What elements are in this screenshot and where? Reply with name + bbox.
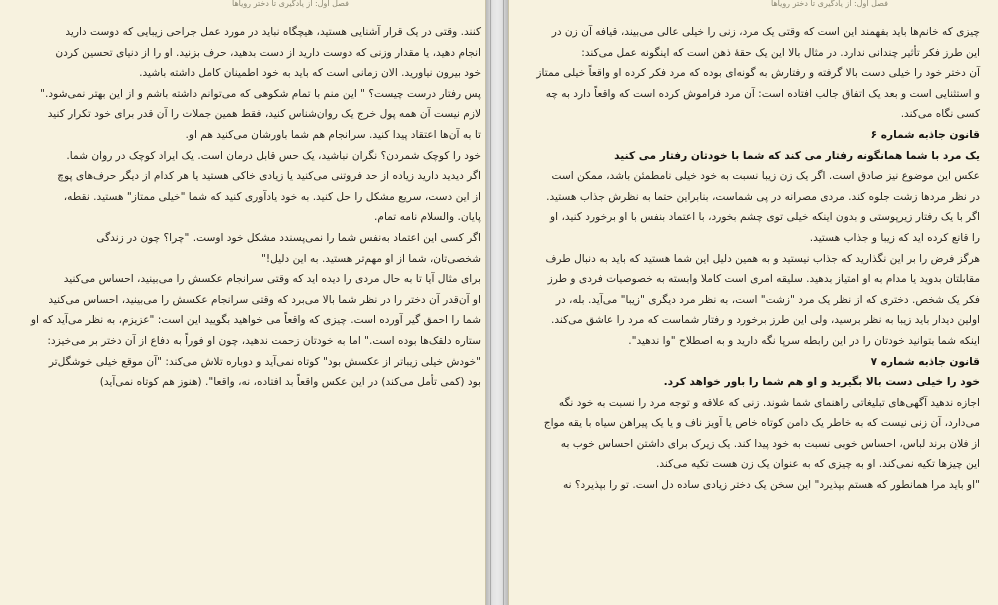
text-line: فکر یک شخص. دختری که از نظر یک مرد "زشت" است، به نظر مرد دیگری "زیبا" می‌آید. بله، در: [555, 293, 980, 306]
text-line: تا به آن‌ها اعتقاد پیدا کنید. سرانجام هم شما باورشان می‌کنید هم او.: [185, 128, 481, 141]
right-page-text: [522, 22, 980, 496]
book-gutter: [486, 0, 508, 605]
text-line: را قانع کرده اید که زیبا و جذاب هستید.: [809, 231, 980, 244]
text-line: شخصی‌تان، شما از او مهم‌تر هستید. به این دلیل!": [260, 252, 481, 265]
text-line: می‌دارد، آن زنی نیست که به خاطر یک دامن کوتاه خاص یا آویز ناف و یا یک پیراهن سیاه با یقه مواج: [543, 417, 980, 430]
text-line: عکس این موضوع نیز صادق است. اگر یک زن زیبا نسبت به خود خیلی نامطمئن باشد، ممکن است: [551, 170, 980, 183]
right-page: [508, 0, 998, 605]
text-line: برای مثال آیا تا به حال مردی را دیده اید که وقتی سرانجام عکسش را می‌بینید، احساس می‌کنید: [63, 273, 481, 286]
text-line: پایان. والسلام نامه تمام.: [374, 211, 481, 224]
text-line: مقابلتان بدوید یا مدام به او امتیاز بدهید. سلیقه امری است کاملا وابسته به خصوصیات فردی و طرز: [547, 273, 980, 286]
text-line: خود را کوچک شمردن؟ نگران نباشید، یک حس قابل درمان است. یک ایراد کوچک در روان شما.: [66, 149, 481, 162]
section-heading: خود را خیلی دست بالا بگیرید و او هم شما را باور خواهد کرد.: [663, 376, 980, 389]
text-line: کسی نگاه می‌کند.: [900, 108, 980, 121]
text-line: ستاره دلقک‌ها بوده است." اما به خودتان زحمت ندهید، چون او فوراً به دفاع از آن دختر بر می‌خیزد:: [47, 334, 481, 347]
left-page-text: [7, 22, 481, 393]
text-line: بود (کمی تأمل می‌کند) در این عکس واقعاً بد افتاده، نه، واقعا". (هنوز هم کوتاه نمی‌آید): [99, 376, 481, 389]
text-line: در نظر مردها زشت جلوه کند. مردی مصرانه در پی شماست، بنابراین حتما به نظرش جذاب هستید.: [546, 190, 980, 203]
left-page: [0, 0, 486, 605]
text-line: اگر با یک رفتار زیرپوستی و بدون اینکه خیلی توی چشم بخورد، با اعتماد بنفس با او برخورد کنید، او: [550, 211, 980, 224]
section-heading: قانون جاذبه شماره ۷: [870, 355, 980, 368]
text-line: کنند. وقتی در یک قرار آشنایی هستید، هیچگاه نباید در مورد عمل جراحی زیبایی که دوست دارید: [65, 26, 481, 38]
text-line: هرگز فرض را بر این نگذارید که جذاب نیستید و به همین دلیل این شما هستید که باید به دنبال طرف: [545, 252, 980, 265]
text-line: خود بیرون نیاورید. الان زمانی است که باید به خود اطمینان کامل داشته باشید.: [139, 67, 481, 80]
text-line: اگر کسی این اعتماد به‌نفس شما را نمی‌پسندد مشکل خود اوست. "چرا؟ چون در زندگی: [96, 231, 481, 244]
running-head-right: فصل اول: از یادگیری تا دختر رویاها: [771, 0, 888, 8]
text-line: "او باید مرا همانطور که هستم بپذیرد" این سخن یک دختر زیادی ساده دل است. تو را بپذیرد؟ نه: [562, 479, 980, 492]
text-line: "خودش خیلی زیباتر از عکسش بود" کوتاه نمی‌آید و دوباره تلاش می‌کند: "آن موقع خیلی خوشگل‌تر: [48, 355, 481, 368]
text-line: و استثنایی است و بعد یک اتفاق جالب افتاده است: آن مرد فراموش کرده است که واقعاً دارد به چه: [545, 87, 980, 100]
text-line: آن دختر خود را خیلی دست بالا گرفته و رفتارش به گونه‌ای بوده که مرد فکر کرده او واقعاً خیلی ممتاز: [536, 67, 980, 80]
running-head-left: فصل اول: از یادگیری تا دختر رویاها: [232, 0, 349, 8]
gutter-rule-right: [503, 0, 504, 605]
text-line: اگر دیدید دارید زیاده از حد فروتنی می‌کنید یا زیادی خاکی هستید یا هر کدام از دیگر حرف‌های پوچ: [57, 170, 481, 183]
text-line: او آن‌قدر آن دختر را در نظر شما بالا می‌برد که وقتی سرانجام عکسش را می‌بینید، احساس می‌کنید: [48, 293, 481, 306]
text-line: این طرز فکر تأثیر چندانی ندارد. در مثال بالا این یک حقهٔ ذهن است که اینگونه عمل می‌کند:: [581, 46, 980, 59]
text-line: از این دست، سریع مشکل را حل کنید. به خود یادآوری کنید که شما "خیلی ممتاز" هستید. نقطه،: [63, 190, 481, 203]
text-line: پس رفتار درست چیست؟ " این منم با تمام شکوهی که می‌توانم داشته باشم و از این بهتر نمی‌شود.": [40, 87, 481, 100]
text-line: اولین دیدار باید زیبا به نظر برسید، ولی این طرز برخورد و رفتار شماست که مرد را عاشق می‌کند.: [550, 314, 980, 327]
text-line: شما را احمق گیر آورده است. چیزی که واقعاً می خواهید بگویید این است: "عزیزم، به نظر می‌آید که او: [30, 314, 481, 327]
text-line: انجام دهید، یا مقدار وزنی که دوست دارید از دست بدهید، حرف بزنید. او را از دنیای تحسین کردن: [55, 46, 481, 59]
text-line: اینکه شما بتوانید خودتان را در این رابطه سرپا نگه دارید و به اصطلاح "وا ندهید".: [628, 334, 980, 347]
text-line: اجازه ندهید آگهی‌های تبلیغاتی راهنمای شما شوند. زنی که علاقه و توجه مرد را نسبت به خود نگه: [558, 396, 980, 409]
text-line: چیزی که خانم‌ها باید بفهمند این است که وقتی یک مرد، زنی را خیلی عالی می‌بیند، قیافه آن زن در: [551, 26, 980, 38]
section-heading: یک مرد با شما همانگونه رفتار می کند که شما با خودتان رفتار می کنید: [614, 149, 980, 162]
text-line: از فلان برند لباس، احساس خوبی نسبت به خود پیدا کند. یک زیرک برای داشتن احساس خوب به: [560, 437, 980, 450]
section-heading: قانون جاذبه شماره ۶: [870, 128, 980, 141]
gutter-rule-left: [490, 0, 491, 605]
text-line: این چیزها تکیه نمی‌کند. او به چیزی که به عنوان یک زن هست تکیه می‌کند.: [656, 458, 980, 471]
text-line: لازم نیست آن همه پول خرج یک روان‌شناس کنید، فقط همین جملات را آن قدر برای خود تکرار کنید: [47, 108, 481, 121]
